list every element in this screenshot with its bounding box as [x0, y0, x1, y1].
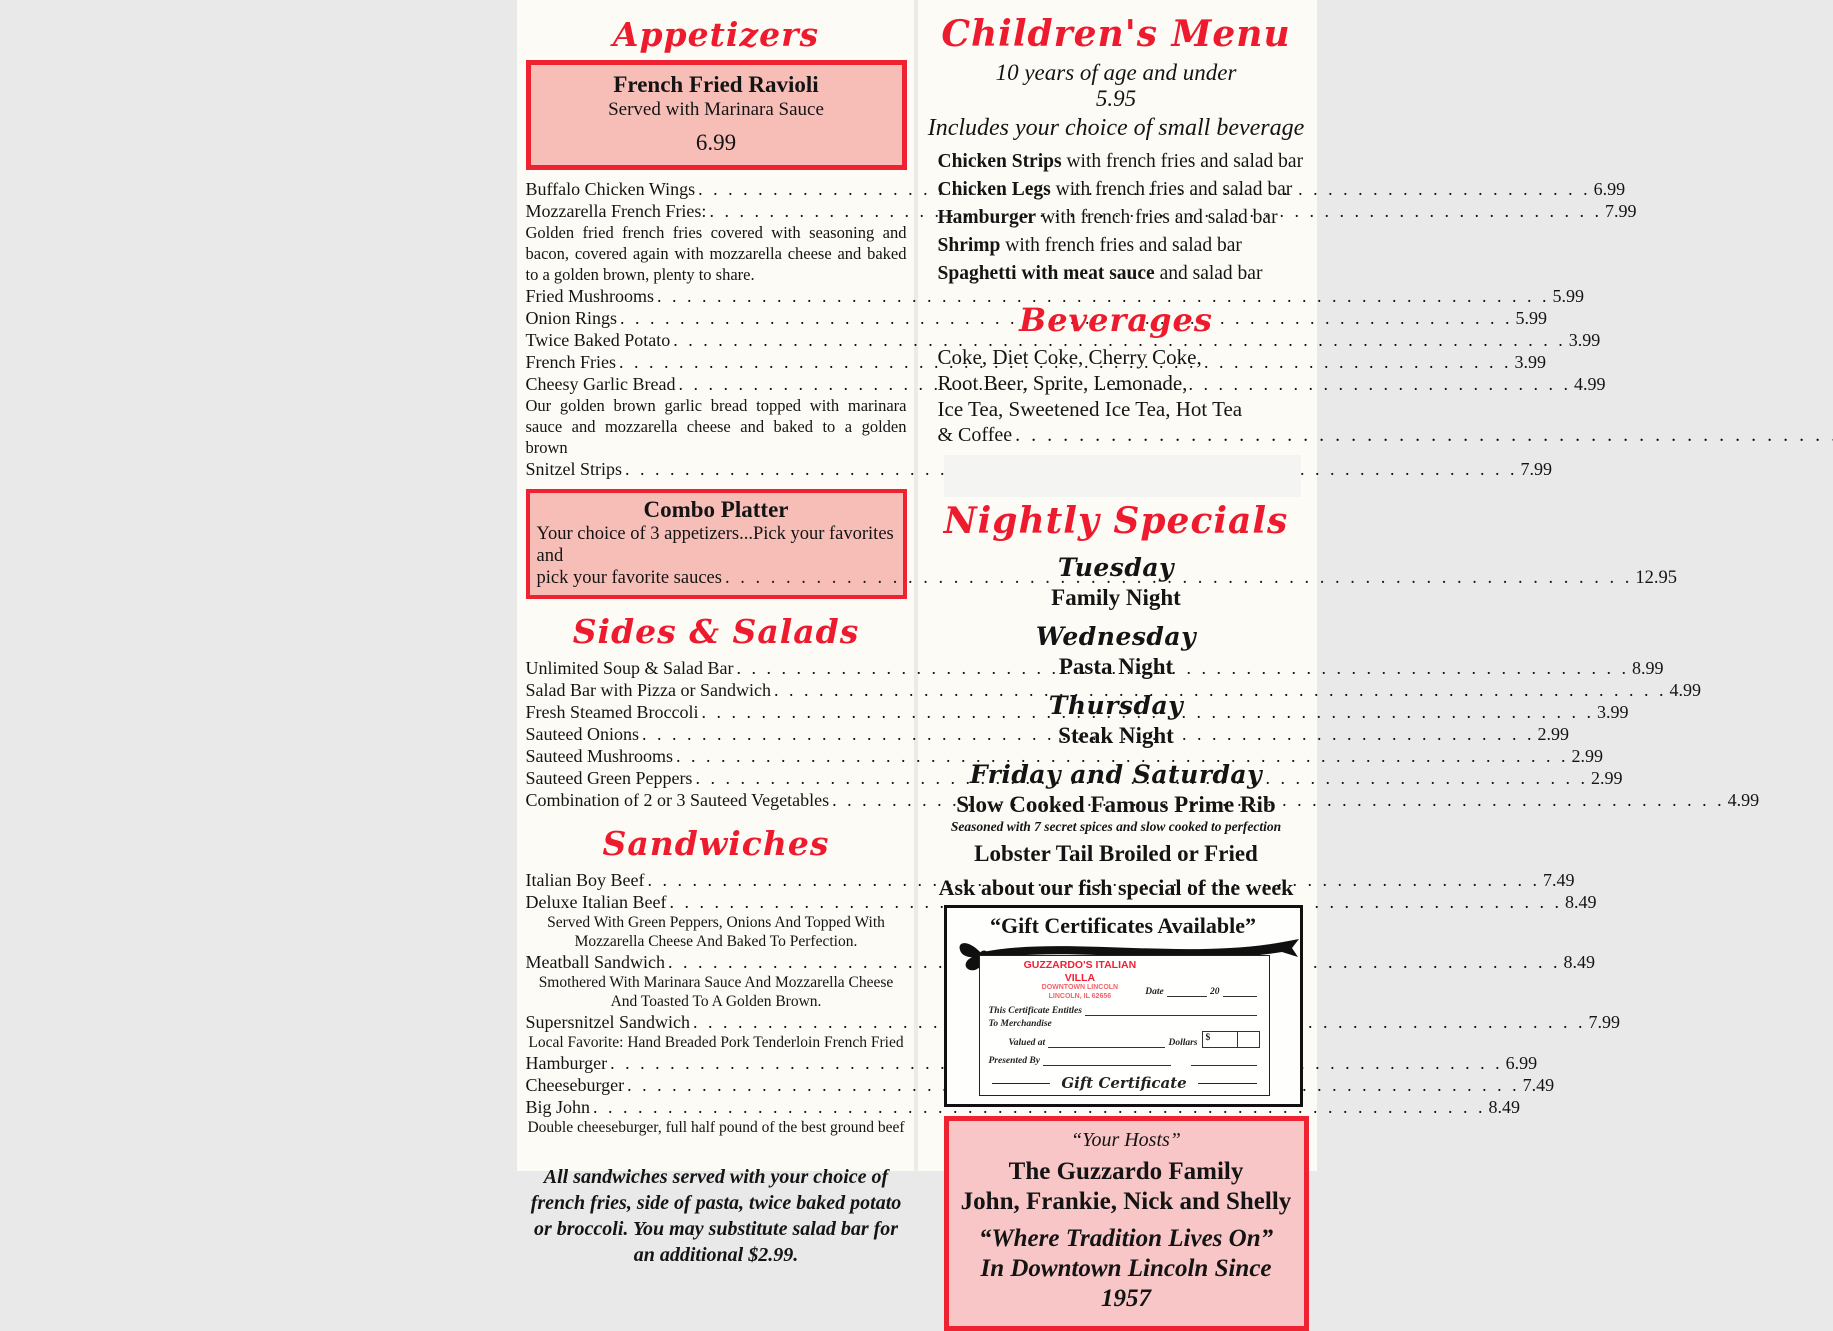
menu-item-price: 7.99	[1604, 201, 1637, 221]
menu-item-price: 8.49	[1564, 892, 1597, 912]
fish-special-line: Ask about our fish special of the week	[938, 875, 1294, 900]
cert-date-blank	[1167, 987, 1207, 997]
special-name: Pasta Night	[1058, 654, 1174, 679]
menu-item-row	[525, 1096, 1521, 1118]
hosts-family: The Guzzardo Family	[1008, 1157, 1244, 1185]
menu-item-name: Big John	[525, 1097, 591, 1117]
menu-item-name: Cheesy Garlic Bread	[525, 374, 676, 394]
scan-gray-band	[944, 455, 1301, 497]
menu-item-description: Double cheeseburger, full half pound of the best ground beef	[527, 1119, 905, 1136]
featured-item-name: French Fried Ravioli	[613, 72, 819, 97]
menu-item-price: 8.49	[1563, 952, 1595, 972]
hosts-quote: “Your Hosts”	[1071, 1128, 1181, 1151]
menu-item-price: 7.99	[1520, 459, 1553, 479]
menu-item-row	[525, 891, 1597, 913]
combo-platter-text: Your choice of 3 appetizers...Pick your favorites and	[536, 524, 894, 566]
cert-presented-label: Presented By	[988, 1055, 1040, 1066]
cert-footer-label: Gift Certificate	[1061, 1073, 1187, 1092]
sides-salads-title: Sides & Salads	[572, 612, 860, 651]
cert-dollar-sign: $	[1203, 1032, 1238, 1047]
appetizers-title: Appetizers	[612, 15, 820, 54]
childrens-item-detail: with french fries and salad bar	[1050, 179, 1293, 200]
menu-page	[517, 0, 1760, 1312]
childrens-item-detail: with french fries and salad bar	[1000, 235, 1242, 256]
menu-item-name: Snitzel Strips	[525, 459, 623, 479]
featured-item-box	[526, 60, 907, 170]
cert-valued-row	[989, 1031, 1260, 1048]
cert-cents-cell	[1238, 1032, 1259, 1047]
cert-valued-blank	[1048, 1038, 1165, 1048]
menu-item-price: 6.99	[1593, 179, 1626, 199]
menu-item-description: Served With Green Peppers, Onions And Topped With Mozzarella Cheese And Baked To Perfection.	[547, 914, 885, 950]
menu-item-name: Sauteed Green Peppers	[525, 768, 693, 788]
beverages-line: Ice Tea, Sweetened Ice Tea, Hot Tea	[937, 397, 1243, 421]
cert-header-row	[989, 959, 1260, 1001]
childrens-item-detail: with french fries and salad bar	[1036, 207, 1278, 228]
menu-item-price: 7.49	[1542, 870, 1575, 890]
menu-item-name: French Fries	[525, 352, 616, 372]
childrens-menu-row	[938, 260, 1311, 288]
cert-merchandise-label: To Merchandise	[988, 1018, 1052, 1029]
menu-item-price: 6.99	[1505, 1053, 1538, 1073]
menu-item-name: Cheeseburger	[525, 1075, 625, 1095]
childrens-item-name: Spaghetti with meat sauce	[937, 263, 1155, 284]
childrens-item-detail: with french fries and salad bar	[1061, 151, 1304, 172]
childrens-item-name: Chicken Legs	[937, 179, 1051, 200]
cert-presented-row	[989, 1056, 1260, 1066]
menu-item-price: 4.99	[1727, 790, 1760, 810]
special-day: Wednesday	[1035, 622, 1197, 651]
cert-amount-box	[1202, 1031, 1260, 1048]
coffee-price-row	[938, 422, 1311, 448]
menu-item-price: 5.99	[1515, 308, 1548, 328]
cert-presented-blank2	[1191, 1056, 1256, 1066]
menu-item-name: Unlimited Soup & Salad Bar	[525, 658, 734, 678]
childrens-menu-row	[938, 148, 1311, 176]
menu-item-name: Sauteed Mushrooms	[525, 746, 673, 766]
menu-item-price: 5.99	[1552, 286, 1585, 306]
nightly-special	[922, 553, 1311, 612]
nightly-special	[922, 622, 1311, 681]
menu-item-name: Deluxe Italian Beef	[525, 892, 667, 912]
menu-item-name: Buffalo Chicken Wings	[525, 179, 696, 199]
nightly-special	[922, 691, 1311, 750]
menu-item-name: Twice Baked Potato	[525, 330, 671, 350]
menu-item-name: Mozzarella French Fries:	[525, 201, 707, 221]
menu-item-description: Golden fried french fries covered with seasoning and bacon, covered again with mozzarella cheese and baked to a golden brown, plenty to share.	[525, 223, 907, 284]
menu-item-price: 4.99	[1669, 680, 1701, 700]
menu-item-price: 2.99	[1571, 746, 1603, 766]
cert-business-block	[1015, 959, 1146, 1001]
cert-date-label: Date	[1145, 986, 1164, 997]
combo-platter-title: Combo Platter	[643, 497, 789, 522]
cert-dollars-label: Dollars	[1168, 1037, 1198, 1048]
childrens-menu-list	[922, 148, 1311, 288]
childrens-includes-line: Includes your choice of small beverage	[927, 115, 1305, 141]
menu-item-price: 7.99	[1588, 1012, 1620, 1032]
menu-item-price: 3.99	[1514, 352, 1546, 372]
cert-presented-blank	[1043, 1056, 1172, 1066]
menu-item-name: Italian Boy Beef	[525, 870, 645, 890]
menu-item-name: Sauteed Onions	[525, 724, 639, 744]
cert-year-blank	[1223, 987, 1257, 997]
cert-business-name: GUZZARDO'S ITALIAN VILLA	[1023, 959, 1137, 984]
nightly-specials-list	[922, 553, 1311, 750]
cert-address-line2: LINCOLN, IL 62656	[1048, 992, 1112, 1000]
cert-year-prefix: 20	[1210, 986, 1220, 997]
childrens-menu-title: Children's Menu	[941, 13, 1291, 55]
hosts-names: John, Frankie, Nick and Shelly	[960, 1187, 1292, 1215]
menu-item-name: Hamburger	[525, 1053, 608, 1073]
special-day: Thursday	[1048, 691, 1184, 720]
combo-platter-price: 12.95	[1635, 568, 1677, 588]
special-weekend-note: Seasoned with 7 secret spices and slow cooked to perfection	[950, 819, 1282, 834]
childrens-item-name: Shrimp	[937, 235, 1001, 256]
menu-item-row	[525, 458, 1553, 480]
sandwiches-title: Sandwiches	[602, 824, 830, 863]
menu-item-row	[525, 285, 1585, 307]
right-column	[918, 0, 1317, 1331]
childrens-menu-row	[938, 232, 1311, 260]
cert-footer-row	[989, 1075, 1260, 1091]
dot-leader	[1012, 422, 1833, 448]
cert-footer-rule-left	[992, 1082, 1051, 1084]
menu-item-name: Fresh Steamed Broccoli	[525, 702, 699, 722]
cert-address-line1: DOWNTOWN LINCOLN	[1041, 984, 1119, 992]
special-day-weekend: Friday and Saturday	[969, 760, 1263, 789]
menu-item-row	[525, 745, 1603, 767]
childrens-item-detail: and salad bar	[1154, 263, 1263, 284]
childrens-price: 5.95	[1095, 86, 1137, 111]
menu-item-description: Smothered With Marinara Sauce And Mozzarella Cheese And Toasted To A Golden Brown.	[538, 974, 894, 1010]
special-name-weekend: Slow Cooked Famous Prime Rib	[956, 792, 1276, 817]
coffee-label: & Coffee	[937, 424, 1013, 446]
combo-platter-text2: pick your favorite sauces	[536, 568, 722, 588]
menu-item-price: 4.99	[1573, 374, 1606, 394]
cert-entitles-row	[989, 1006, 1260, 1016]
lobster-line: Lobster Tail Broiled or Fried	[974, 841, 1258, 866]
beverages-list	[938, 344, 1311, 422]
menu-item-row	[525, 329, 1601, 351]
gift-certificate-form	[979, 955, 1270, 1096]
menu-item-price: 8.49	[1488, 1097, 1521, 1117]
gift-certificates-banner: “Gift Certificates Available”	[990, 913, 1256, 938]
menu-item-price: 2.99	[1590, 768, 1623, 788]
childrens-item-name: Hamburger	[937, 207, 1037, 228]
menu-item-price: 3.99	[1596, 702, 1629, 722]
menu-item-name: Supersnitzel Sandwich	[525, 1012, 690, 1032]
special-day: Tuesday	[1057, 553, 1175, 582]
cert-entitles-blank	[1085, 1006, 1257, 1016]
beverages-line: Coke, Diet Coke, Cherry Coke,	[937, 345, 1202, 369]
beverages-line: Root Beer, Sprite, Lemonade,	[937, 371, 1188, 395]
your-hosts-box	[944, 1116, 1309, 1331]
beverages-title: Beverages	[1019, 301, 1213, 339]
menu-item-price: 8.99	[1631, 658, 1664, 678]
childrens-menu-row	[938, 204, 1311, 232]
featured-item-subtitle: Served with Marinara Sauce	[608, 99, 824, 120]
featured-item-price: 6.99	[695, 130, 737, 155]
menu-item-name: Combination of 2 or 3 Sauteed Vegetables	[525, 790, 830, 810]
nightly-specials-title: Nightly Specials	[943, 500, 1289, 542]
menu-item-price: 2.99	[1537, 724, 1569, 744]
special-name: Steak Night	[1058, 723, 1174, 748]
menu-item-price: 7.49	[1522, 1075, 1555, 1095]
menu-item-name: Meatball Sandwich	[525, 952, 665, 972]
hosts-since-line: In Downtown Lincoln Since 1957	[980, 1254, 1272, 1312]
childrens-item-name: Chicken Strips	[937, 151, 1062, 172]
menu-item-row	[525, 679, 1701, 701]
menu-item-description: Local Favorite: Hand Breaded Pork Tenderloin French Fried	[528, 1034, 904, 1051]
menu-item-name: Fried Mushrooms	[525, 286, 655, 306]
cert-date-row	[1145, 987, 1259, 1001]
cert-entitles-label: This Certificate Entitles	[988, 1005, 1082, 1016]
gift-certificate-box	[944, 905, 1303, 1107]
cert-footer-rule-right	[1198, 1082, 1257, 1084]
childrens-menu-row	[938, 176, 1311, 204]
cert-valued-label: Valued at	[1008, 1037, 1046, 1048]
childrens-age-line: 10 years of age and under	[995, 60, 1237, 85]
special-name: Family Night	[1051, 585, 1181, 610]
sandwiches-footnote: All sandwiches served with your choice of french fries, side of pasta, twice baked potato or broccoli. You may substitute salad bar for an additional $2.99.	[530, 1166, 902, 1266]
hosts-tagline: “Where Tradition Lives On”	[978, 1224, 1274, 1252]
menu-item-name: Salad Bar with Pizza or Sandwich	[525, 680, 771, 700]
menu-item-name: Onion Rings	[525, 308, 618, 328]
beverages-block	[922, 344, 1311, 448]
menu-item-price: 3.99	[1568, 330, 1601, 350]
menu-item-description: Our golden brown garlic bread topped with marinara sauce and mozzarella cheese and baked to a golden brown	[525, 396, 907, 457]
